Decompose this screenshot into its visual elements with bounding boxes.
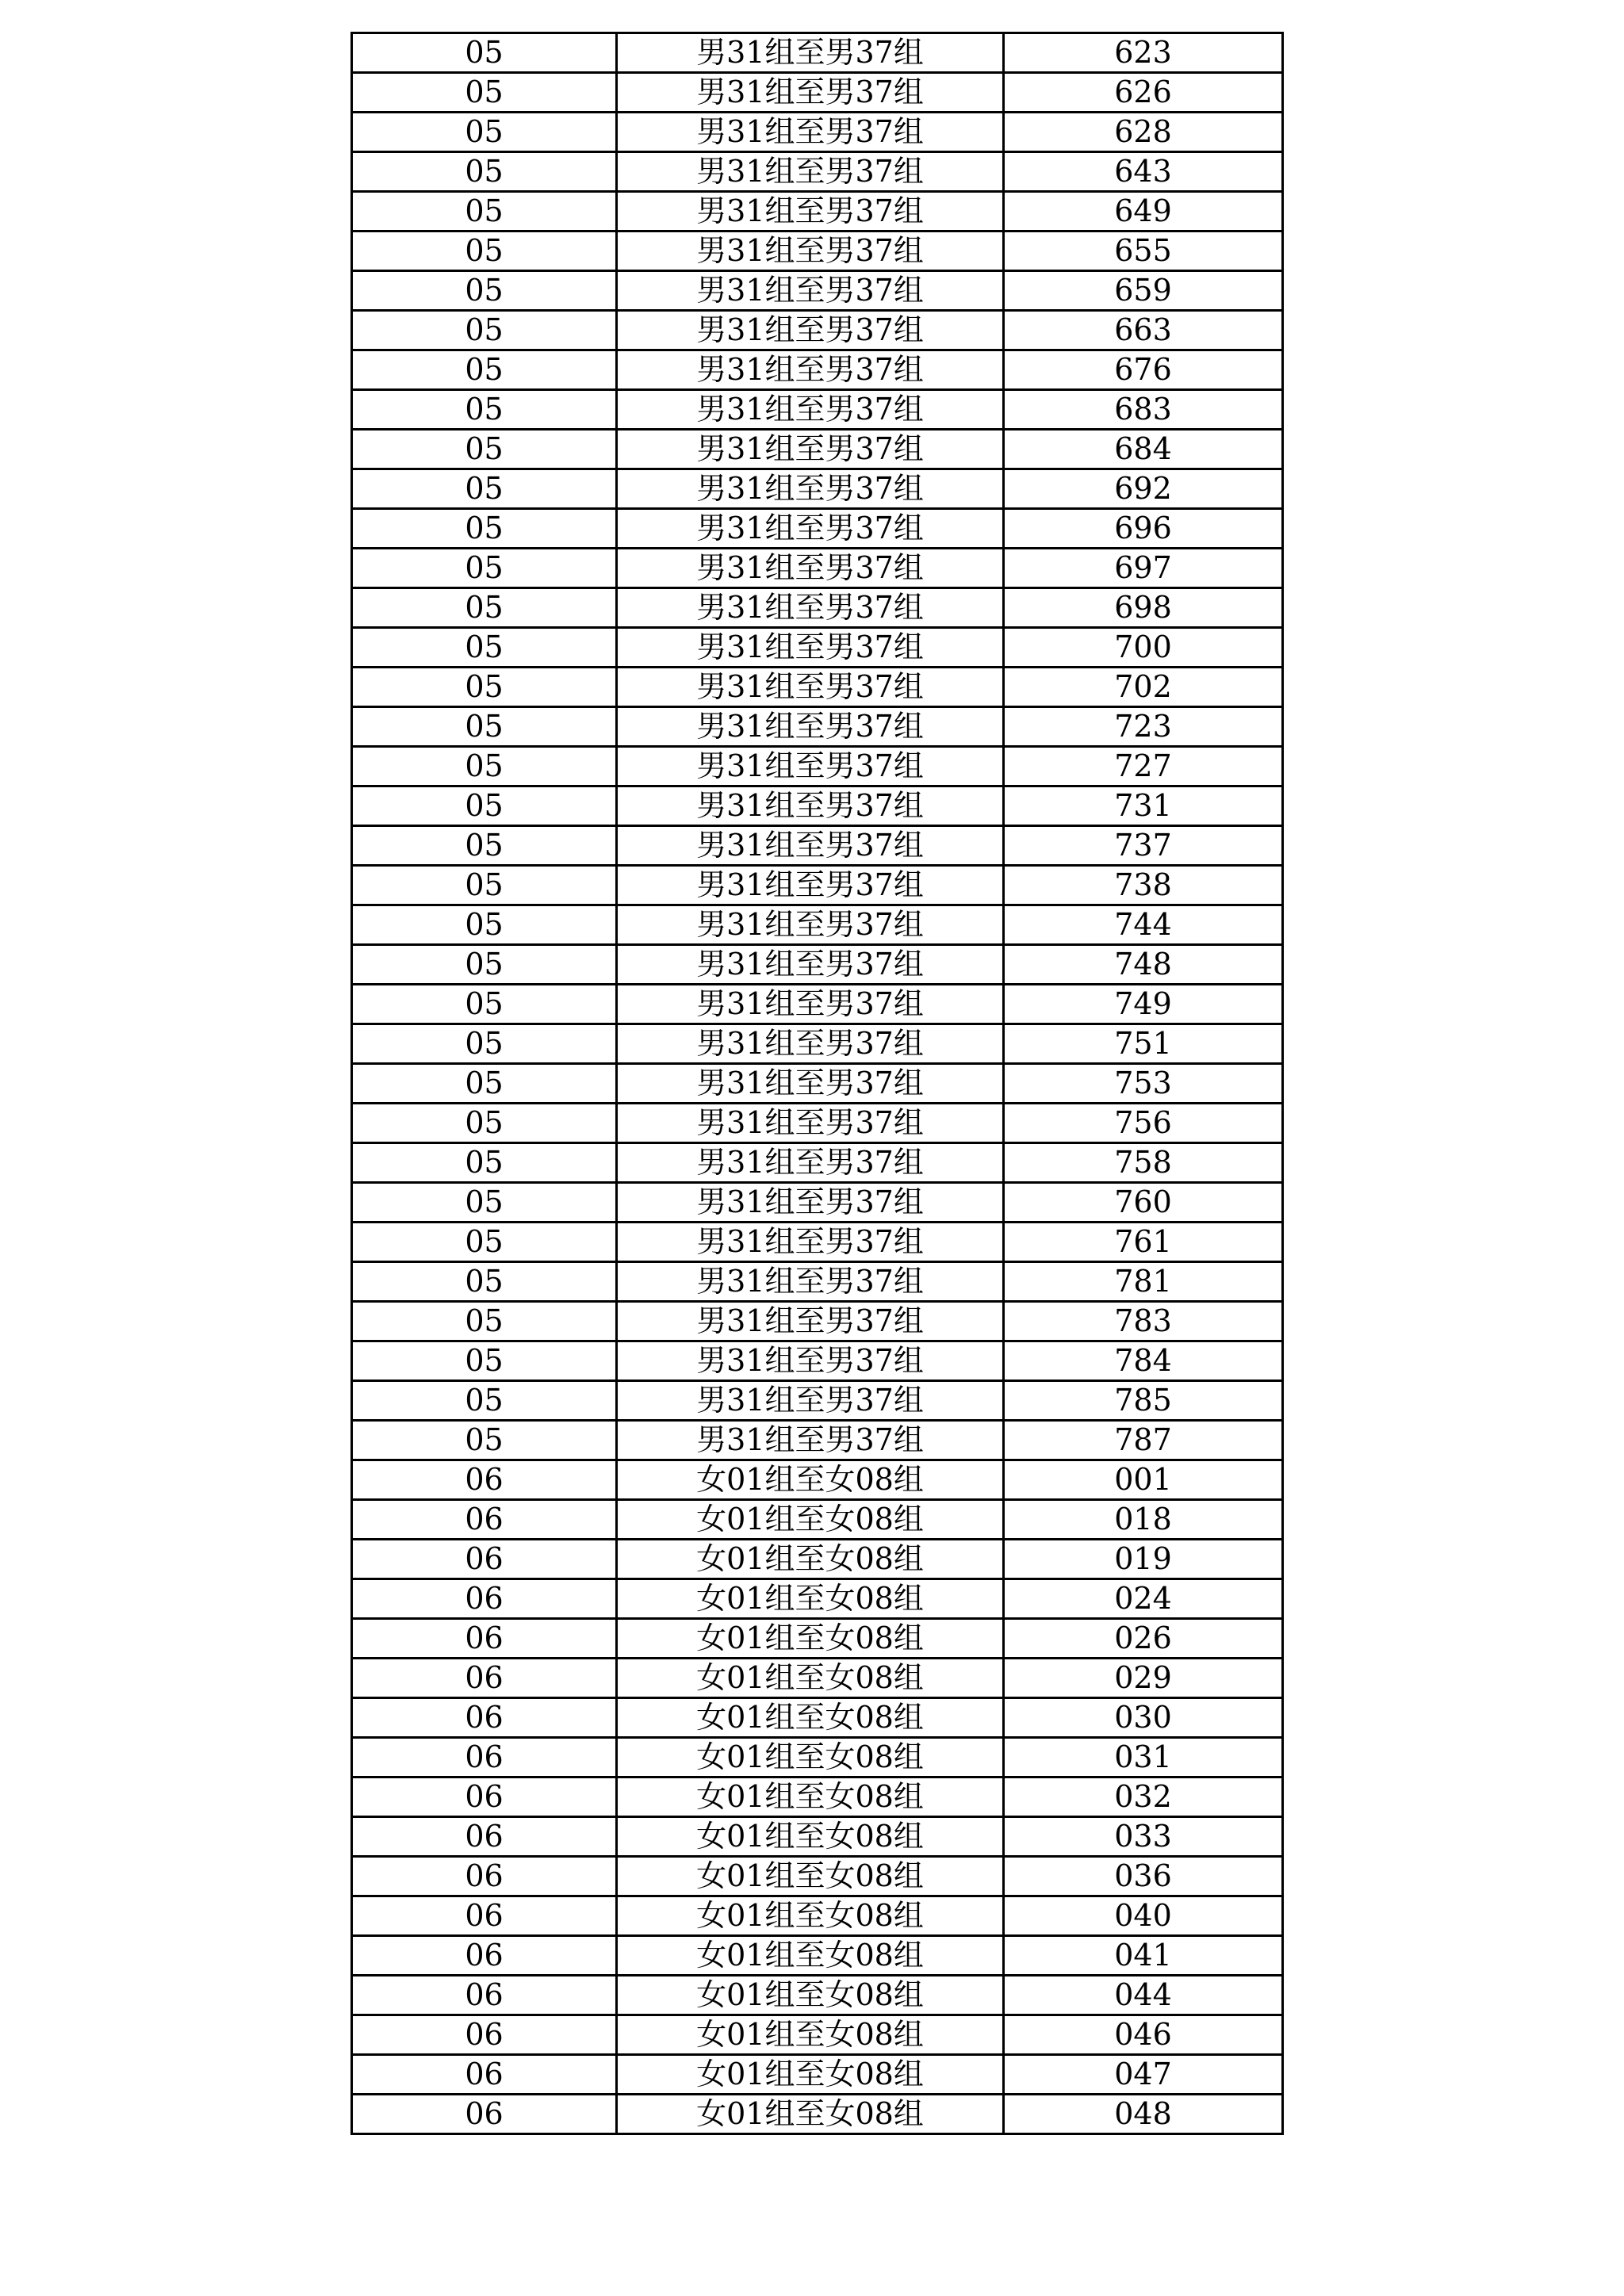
- table-row: [352, 350, 1283, 390]
- number-cell: 029: [1004, 1659, 1283, 1698]
- code-cell: 06: [352, 1896, 617, 1936]
- code-cell: 06: [352, 1777, 617, 1817]
- table-row: [352, 2015, 1283, 2055]
- number-cell: 700: [1004, 628, 1283, 668]
- code-cell: 05: [352, 1183, 617, 1223]
- code-cell: 05: [352, 113, 617, 152]
- number-cell: 626: [1004, 73, 1283, 113]
- number-cell: 697: [1004, 549, 1283, 588]
- number-cell: 649: [1004, 192, 1283, 232]
- group-range-cell: 男31组至男37组: [617, 628, 1004, 668]
- table-row: [352, 390, 1283, 430]
- number-cell: 753: [1004, 1064, 1283, 1104]
- number-cell: 026: [1004, 1619, 1283, 1659]
- code-cell: 05: [352, 1024, 617, 1064]
- table-row: [352, 668, 1283, 707]
- number-cell: 723: [1004, 707, 1283, 747]
- group-range-cell: 女01组至女08组: [617, 2055, 1004, 2095]
- group-range-cell: 女01组至女08组: [617, 1659, 1004, 1698]
- table-row: [352, 945, 1283, 985]
- number-cell: 040: [1004, 1896, 1283, 1936]
- group-range-cell: 男31组至男37组: [617, 668, 1004, 707]
- code-cell: 05: [352, 1341, 617, 1381]
- table-row: [352, 707, 1283, 747]
- group-range-cell: 男31组至男37组: [617, 905, 1004, 945]
- code-cell: 05: [352, 1302, 617, 1341]
- code-cell: 05: [352, 390, 617, 430]
- number-cell: 702: [1004, 668, 1283, 707]
- code-cell: 05: [352, 271, 617, 311]
- group-range-cell: 男31组至男37组: [617, 1421, 1004, 1460]
- table-row: [352, 2055, 1283, 2095]
- code-cell: 06: [352, 1579, 617, 1619]
- number-cell: 758: [1004, 1143, 1283, 1183]
- number-cell: 047: [1004, 2055, 1283, 2095]
- group-range-cell: 男31组至男37组: [617, 430, 1004, 469]
- number-cell: 036: [1004, 1857, 1283, 1896]
- code-cell: 05: [352, 985, 617, 1024]
- number-cell: 751: [1004, 1024, 1283, 1064]
- table-row: [352, 1064, 1283, 1104]
- number-cell: 046: [1004, 2015, 1283, 2055]
- code-cell: 06: [352, 1698, 617, 1738]
- code-cell: 06: [352, 1817, 617, 1857]
- group-range-cell: 女01组至女08组: [617, 1976, 1004, 2015]
- table-row: [352, 1936, 1283, 1976]
- number-cell: 737: [1004, 826, 1283, 866]
- table-row: [352, 866, 1283, 905]
- code-cell: 05: [352, 549, 617, 588]
- number-cell: 698: [1004, 588, 1283, 628]
- group-range-cell: 男31组至男37组: [617, 33, 1004, 73]
- number-cell: 030: [1004, 1698, 1283, 1738]
- table-row: [352, 311, 1283, 350]
- code-cell: 06: [352, 1540, 617, 1579]
- table-row: [352, 1817, 1283, 1857]
- code-cell: 05: [352, 311, 617, 350]
- table-row: [352, 1262, 1283, 1302]
- number-cell: 655: [1004, 232, 1283, 271]
- number-cell: 784: [1004, 1341, 1283, 1381]
- group-range-cell: 女01组至女08组: [617, 2015, 1004, 2055]
- group-range-cell: 女01组至女08组: [617, 1857, 1004, 1896]
- group-range-cell: 女01组至女08组: [617, 1698, 1004, 1738]
- code-cell: 06: [352, 1619, 617, 1659]
- table-row: [352, 905, 1283, 945]
- table-row: [352, 1183, 1283, 1223]
- table-row: [352, 628, 1283, 668]
- group-range-cell: 男31组至男37组: [617, 707, 1004, 747]
- table-row: [352, 1024, 1283, 1064]
- number-cell: 044: [1004, 1976, 1283, 2015]
- code-cell: 05: [352, 588, 617, 628]
- group-range-cell: 男31组至男37组: [617, 985, 1004, 1024]
- code-cell: 05: [352, 826, 617, 866]
- table-row: [352, 1619, 1283, 1659]
- table-row: [352, 1857, 1283, 1896]
- table-row: [352, 1579, 1283, 1619]
- group-range-cell: 男31组至男37组: [617, 152, 1004, 192]
- number-cell: 696: [1004, 509, 1283, 549]
- number-cell: 048: [1004, 2095, 1283, 2134]
- group-range-cell: 男31组至男37组: [617, 469, 1004, 509]
- table-row: [352, 1698, 1283, 1738]
- group-range-cell: 男31组至男37组: [617, 271, 1004, 311]
- code-cell: 06: [352, 1659, 617, 1698]
- group-range-cell: 男31组至男37组: [617, 1183, 1004, 1223]
- number-cell: 628: [1004, 113, 1283, 152]
- number-cell: 041: [1004, 1936, 1283, 1976]
- group-range-cell: 男31组至男37组: [617, 232, 1004, 271]
- group-range-cell: 男31组至男37组: [617, 192, 1004, 232]
- group-range-cell: 男31组至男37组: [617, 1064, 1004, 1104]
- group-range-cell: 男31组至男37组: [617, 549, 1004, 588]
- code-cell: 05: [352, 707, 617, 747]
- number-cell: 781: [1004, 1262, 1283, 1302]
- document-page: [350, 32, 1281, 2135]
- table-row: [352, 73, 1283, 113]
- group-range-cell: 女01组至女08组: [617, 1460, 1004, 1500]
- code-cell: 05: [352, 747, 617, 786]
- group-range-cell: 男31组至男37组: [617, 1024, 1004, 1064]
- group-range-cell: 男31组至男37组: [617, 509, 1004, 549]
- table-row: [352, 1500, 1283, 1540]
- code-cell: 05: [352, 1064, 617, 1104]
- code-cell: 06: [352, 1738, 617, 1777]
- table-row: [352, 1896, 1283, 1936]
- group-range-cell: 女01组至女08组: [617, 1817, 1004, 1857]
- table-row: [352, 469, 1283, 509]
- code-cell: 06: [352, 2095, 617, 2134]
- table-row: [352, 2095, 1283, 2134]
- code-cell: 05: [352, 1223, 617, 1262]
- table-row: [352, 1381, 1283, 1421]
- number-cell: 623: [1004, 33, 1283, 73]
- number-cell: 744: [1004, 905, 1283, 945]
- group-range-cell: 男31组至男37组: [617, 1302, 1004, 1341]
- code-cell: 05: [352, 152, 617, 192]
- group-range-cell: 女01组至女08组: [617, 1777, 1004, 1817]
- code-cell: 05: [352, 668, 617, 707]
- code-cell: 05: [352, 1262, 617, 1302]
- table-row: [352, 33, 1283, 73]
- number-cell: 018: [1004, 1500, 1283, 1540]
- table-row: [352, 1302, 1283, 1341]
- code-cell: 05: [352, 509, 617, 549]
- code-cell: 06: [352, 1857, 617, 1896]
- number-cell: 748: [1004, 945, 1283, 985]
- number-cell: 032: [1004, 1777, 1283, 1817]
- table-row: [352, 549, 1283, 588]
- code-cell: 06: [352, 1936, 617, 1976]
- table-row: [352, 232, 1283, 271]
- table-row: [352, 1777, 1283, 1817]
- number-cell: 761: [1004, 1223, 1283, 1262]
- code-cell: 06: [352, 2055, 617, 2095]
- table-row: [352, 509, 1283, 549]
- code-cell: 05: [352, 1381, 617, 1421]
- number-cell: 749: [1004, 985, 1283, 1024]
- group-range-cell: 男31组至男37组: [617, 350, 1004, 390]
- table-body: [352, 33, 1283, 2134]
- code-cell: 05: [352, 945, 617, 985]
- table-row: [352, 152, 1283, 192]
- number-cell: 727: [1004, 747, 1283, 786]
- group-range-cell: 女01组至女08组: [617, 1936, 1004, 1976]
- number-cell: 787: [1004, 1421, 1283, 1460]
- table-row: [352, 1738, 1283, 1777]
- number-cell: 785: [1004, 1381, 1283, 1421]
- number-cell: 031: [1004, 1738, 1283, 1777]
- group-range-cell: 男31组至男37组: [617, 945, 1004, 985]
- code-cell: 06: [352, 1976, 617, 2015]
- table-row: [352, 747, 1283, 786]
- group-range-cell: 女01组至女08组: [617, 1738, 1004, 1777]
- group-range-cell: 男31组至男37组: [617, 1104, 1004, 1143]
- table-row: [352, 1104, 1283, 1143]
- code-cell: 05: [352, 628, 617, 668]
- table-row: [352, 1976, 1283, 2015]
- group-range-cell: 男31组至男37组: [617, 786, 1004, 826]
- table-row: [352, 192, 1283, 232]
- group-range-cell: 男31组至男37组: [617, 113, 1004, 152]
- group-range-cell: 男31组至男37组: [617, 588, 1004, 628]
- number-cell: 001: [1004, 1460, 1283, 1500]
- group-range-cell: 女01组至女08组: [617, 2095, 1004, 2134]
- table-row: [352, 786, 1283, 826]
- code-cell: 05: [352, 430, 617, 469]
- group-range-cell: 女01组至女08组: [617, 1500, 1004, 1540]
- code-cell: 05: [352, 905, 617, 945]
- number-cell: 783: [1004, 1302, 1283, 1341]
- number-cell: 019: [1004, 1540, 1283, 1579]
- group-range-cell: 女01组至女08组: [617, 1619, 1004, 1659]
- group-range-cell: 男31组至男37组: [617, 747, 1004, 786]
- table-row: [352, 588, 1283, 628]
- table-row: [352, 271, 1283, 311]
- table-row: [352, 113, 1283, 152]
- number-cell: 760: [1004, 1183, 1283, 1223]
- code-cell: 05: [352, 786, 617, 826]
- code-cell: 05: [352, 73, 617, 113]
- code-cell: 06: [352, 1500, 617, 1540]
- table-row: [352, 1460, 1283, 1500]
- code-cell: 05: [352, 1143, 617, 1183]
- table-row: [352, 1223, 1283, 1262]
- number-cell: 643: [1004, 152, 1283, 192]
- code-cell: 06: [352, 2015, 617, 2055]
- group-range-cell: 女01组至女08组: [617, 1896, 1004, 1936]
- code-cell: 05: [352, 469, 617, 509]
- number-cell: 731: [1004, 786, 1283, 826]
- group-range-cell: 男31组至男37组: [617, 311, 1004, 350]
- group-range-cell: 男31组至男37组: [617, 1262, 1004, 1302]
- number-cell: 663: [1004, 311, 1283, 350]
- group-range-cell: 女01组至女08组: [617, 1579, 1004, 1619]
- table-row: [352, 1341, 1283, 1381]
- code-cell: 05: [352, 1421, 617, 1460]
- code-cell: 05: [352, 192, 617, 232]
- group-range-cell: 男31组至男37组: [617, 390, 1004, 430]
- number-cell: 756: [1004, 1104, 1283, 1143]
- number-cell: 683: [1004, 390, 1283, 430]
- group-range-cell: 男31组至男37组: [617, 1223, 1004, 1262]
- group-range-cell: 男31组至男37组: [617, 1381, 1004, 1421]
- group-range-cell: 男31组至男37组: [617, 866, 1004, 905]
- group-range-cell: 男31组至男37组: [617, 1143, 1004, 1183]
- number-cell: 659: [1004, 271, 1283, 311]
- code-cell: 05: [352, 33, 617, 73]
- table-row: [352, 1143, 1283, 1183]
- code-cell: 05: [352, 350, 617, 390]
- code-cell: 05: [352, 866, 617, 905]
- table-row: [352, 1659, 1283, 1698]
- group-range-cell: 男31组至男37组: [617, 73, 1004, 113]
- number-cell: 024: [1004, 1579, 1283, 1619]
- code-cell: 06: [352, 1460, 617, 1500]
- group-range-cell: 男31组至男37组: [617, 1341, 1004, 1381]
- data-table: [350, 32, 1284, 2135]
- code-cell: 05: [352, 1104, 617, 1143]
- code-cell: 05: [352, 232, 617, 271]
- group-range-cell: 男31组至男37组: [617, 826, 1004, 866]
- number-cell: 738: [1004, 866, 1283, 905]
- group-range-cell: 女01组至女08组: [617, 1540, 1004, 1579]
- table-row: [352, 1421, 1283, 1460]
- number-cell: 684: [1004, 430, 1283, 469]
- table-row: [352, 1540, 1283, 1579]
- number-cell: 692: [1004, 469, 1283, 509]
- number-cell: 676: [1004, 350, 1283, 390]
- table-row: [352, 826, 1283, 866]
- number-cell: 033: [1004, 1817, 1283, 1857]
- table-row: [352, 985, 1283, 1024]
- table-row: [352, 430, 1283, 469]
